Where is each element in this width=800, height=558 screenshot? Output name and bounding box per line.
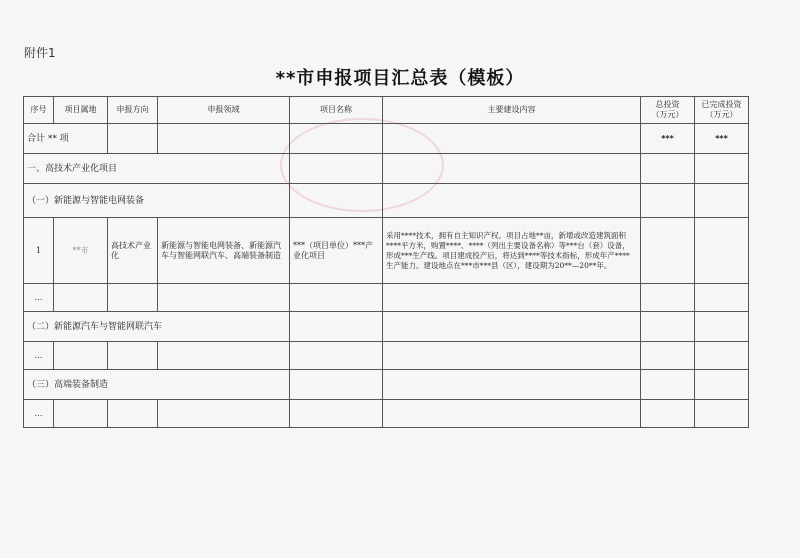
cell xyxy=(108,284,158,312)
col-total-invest xyxy=(641,97,695,124)
cell xyxy=(108,342,158,370)
cell xyxy=(641,342,695,370)
col-total-invest-line1: 总投资 xyxy=(655,100,680,109)
example-field: 新能源与智能电网装备、新能源汽车与智能网联汽车、高端装备制造 xyxy=(158,218,290,284)
done-invest-value: *** xyxy=(695,124,749,154)
cell xyxy=(695,342,749,370)
col-name: 项目名称 xyxy=(290,97,383,124)
cell xyxy=(290,154,383,184)
col-seq: 序号 xyxy=(24,97,54,124)
col-done-invest-line1: 已完成投资 xyxy=(701,100,742,109)
col-done-invest xyxy=(695,97,749,124)
ellipsis-cell: … xyxy=(24,400,54,428)
cell xyxy=(383,370,641,400)
section-label: （三）高端装备制造 xyxy=(24,370,290,400)
cell xyxy=(290,400,383,428)
cell xyxy=(383,400,641,428)
cell xyxy=(695,312,749,342)
example-content: 采用****技术，拥有自主知识产权。项目占地**亩，新增或改造建筑面积****平方米，购置****、****（列出主要设备名称）等***台（套）设备，形成***生产线。项目建成投产后，将达到****等技术指标，形成年产****生产能力。建设地点在***市***县（区），建设期为20**—20**年。 xyxy=(383,218,641,284)
cell xyxy=(383,342,641,370)
total-invest-value: *** xyxy=(641,124,695,154)
category-row xyxy=(24,154,749,184)
cell xyxy=(383,312,641,342)
table-header-row xyxy=(24,97,749,124)
example-name: ***（项目单位）***产业化项目 xyxy=(290,218,383,284)
col-direction: 申报方向 xyxy=(108,97,158,124)
attachment-label: 附件1 xyxy=(24,46,56,60)
cell xyxy=(158,342,290,370)
col-content: 主要建设内容 xyxy=(383,97,641,124)
cell xyxy=(290,184,383,218)
summary-table xyxy=(23,96,749,428)
cell xyxy=(641,184,695,218)
section-row-1 xyxy=(24,184,749,218)
col-done-invest-line2: （万元） xyxy=(705,110,738,119)
cell xyxy=(695,184,749,218)
ellipsis-row xyxy=(24,342,749,370)
cell xyxy=(695,284,749,312)
page-title: **市申报项目汇总表（模板） xyxy=(275,68,525,89)
cell xyxy=(695,154,749,184)
cell xyxy=(54,342,108,370)
col-location: 项目属地 xyxy=(54,97,108,124)
cell xyxy=(158,124,290,154)
ellipsis-row xyxy=(24,400,749,428)
cell xyxy=(695,370,749,400)
cell xyxy=(383,284,641,312)
cell xyxy=(641,312,695,342)
cell xyxy=(641,370,695,400)
cell xyxy=(695,400,749,428)
total-row xyxy=(24,124,749,154)
cell xyxy=(158,284,290,312)
cell xyxy=(290,124,383,154)
example-seq: 1 xyxy=(24,218,54,284)
cell xyxy=(108,400,158,428)
ellipsis-row xyxy=(24,284,749,312)
cell xyxy=(158,400,290,428)
col-field: 申报领域 xyxy=(158,97,290,124)
cell xyxy=(383,184,641,218)
cell xyxy=(641,284,695,312)
cell xyxy=(641,154,695,184)
cell xyxy=(108,124,158,154)
example-direction: 高技术产业化 xyxy=(108,218,158,284)
cell xyxy=(383,154,641,184)
section-label: （二）新能源汽车与智能网联汽车 xyxy=(24,312,290,342)
col-total-invest-line2: （万元） xyxy=(651,110,684,119)
summary-table-wrap xyxy=(23,96,748,428)
total-label: 合计 ** 项 xyxy=(24,124,108,154)
example-location: **市 xyxy=(54,218,108,284)
category-label: 一、高技术产业化项目 xyxy=(24,154,290,184)
section-row-2 xyxy=(24,312,749,342)
cell xyxy=(54,284,108,312)
section-label: （一）新能源与智能电网装备 xyxy=(24,184,290,218)
section-row-3 xyxy=(24,370,749,400)
cell xyxy=(641,218,695,284)
cell xyxy=(290,342,383,370)
cell xyxy=(383,124,641,154)
cell xyxy=(290,370,383,400)
cell xyxy=(695,218,749,284)
example-row xyxy=(24,218,749,284)
cell xyxy=(290,284,383,312)
cell xyxy=(290,312,383,342)
cell xyxy=(54,400,108,428)
ellipsis-cell: … xyxy=(24,284,54,312)
ellipsis-cell: … xyxy=(24,342,54,370)
cell xyxy=(641,400,695,428)
